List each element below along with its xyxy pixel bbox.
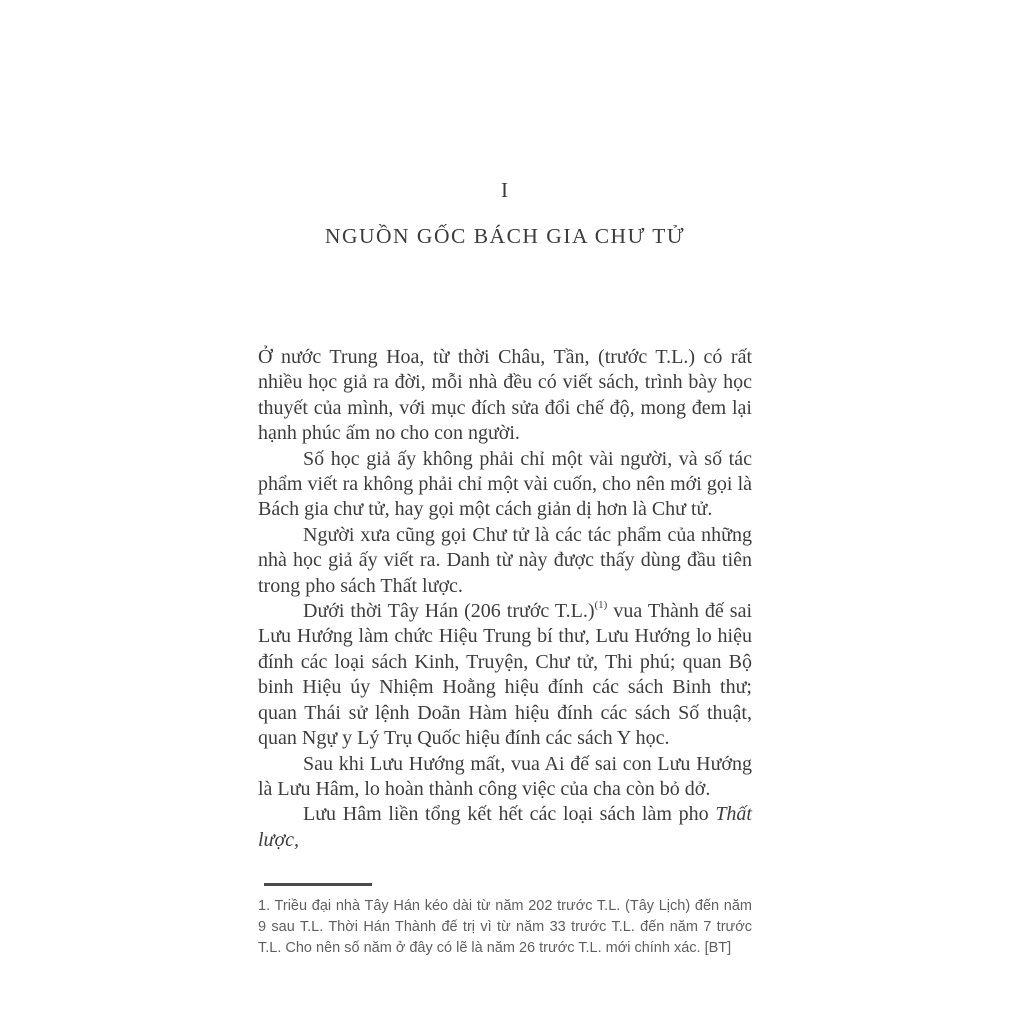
paragraph-4-text-continued: vua Thành đế sai Lưu Hướng làm chức Hiệu Trung bí thư, Lưu Hướng lo hiệu đính các loại sách Kinh, Truyện, Chư tử, Thi phú; quan Bộ binh Hiệu úy Nhiệm Hoằng hiệu đính các sách Binh thư; quan Thái sử lệnh Doãn Hàm hiệu đính các sách Số thuật, quan Ngự y Lý Trụ Quốc hiệu đính các sách Y học. [258, 600, 753, 750]
paragraph-2: Số học giả ấy không phải chỉ một vài người, và số tác phẩm viết ra không phải chỉ một vài cuốn, cho nên mới gọi là Bách gia chư tử, hay gọi một cách giản dị hơn là Chư tử. [258, 447, 752, 521]
footnote-section [258, 883, 752, 959]
book-title-that-luoc: Thất lược, [258, 803, 752, 851]
footnote-reference-marker: (1) [594, 599, 608, 612]
paragraph-6-text: Lưu Hâm liền tổng kết hết các loại sách làm pho [303, 803, 716, 826]
paragraph-5: Sau khi Lưu Hướng mất, vua Ai đế sai con Lưu Hướng là Lưu Hâm, lo hoàn thành công việc của cha còn bỏ dở. [258, 752, 752, 800]
chapter-title: NGUỒN GỐC BÁCH GIA CHƯ TỬ [324, 224, 686, 248]
paragraph-6 [258, 802, 752, 853]
paragraph-4-text: Dưới thời Tây Hán (206 trước T.L.) [303, 600, 595, 623]
footnote-text: 1. Triều đại nhà Tây Hán kéo dài từ năm 202 trước T.L. (Tây Lịch) đến năm 9 sau T.L. Thời Hán Thành đế trị vì từ năm 33 trước T.L. đến năm 7 trước T.L. Cho nên số năm ở đây có lẽ là năm 26 trước T.L. mới chính xác. [BT] [258, 898, 752, 957]
chapter-number: I [501, 178, 509, 202]
footnote-divider-rule [264, 883, 372, 886]
paragraph-1: Ở nước Trung Hoa, từ thời Châu, Tần, (trước T.L.) có rất nhiều học giả ra đời, mỗi nhà đều có viết sách, trình bày học thuyết của mình, với mục đích sửa đổi chế độ, mong đem lại hạnh phúc ấm no cho con người. [258, 346, 752, 445]
paragraph-4 [258, 599, 752, 751]
paragraph-3: Người xưa cũng gọi Chư tử là các tác phẩm của những nhà học giả ấy viết ra. Danh từ này được thấy dùng đầu tiên trong pho sách Thất lược. [258, 523, 752, 597]
body-text [258, 345, 752, 853]
book-page [258, 0, 752, 959]
